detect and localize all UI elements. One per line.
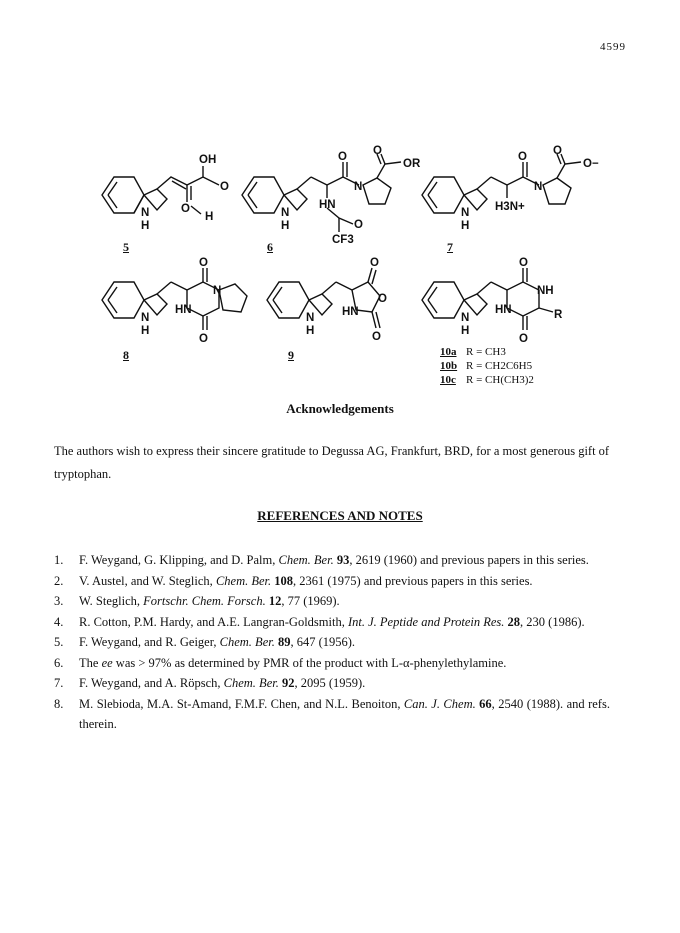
svg-text:O: O [338,151,347,163]
compound-label-10a: 10a [440,346,457,358]
structure-7 [415,145,615,240]
svg-text:N: N [354,181,363,193]
svg-text:O: O [220,181,229,193]
svg-text:H: H [205,211,214,223]
structure-7-drawing [415,145,615,235]
svg-text:H: H [461,220,470,232]
svg-text:H: H [141,325,150,337]
references-heading: REFERENCES AND NOTES [257,508,423,523]
svg-text:N: N [213,285,222,297]
compound-label-9: 9 [288,348,294,362]
structure-10 [415,258,585,353]
reference-list [54,550,610,735]
structure-6-drawing [235,145,435,246]
structure-8 [95,258,265,353]
page-number: 4599 [600,41,626,53]
structure-5-drawing [95,150,245,235]
reference-item: 3. W. Steglich, Fortschr. Chem. Forsch. 12, 77 (1969). [54,594,340,608]
svg-text:CF3: CF3 [332,234,354,246]
svg-text:O: O [518,151,527,163]
svg-text:HN: HN [175,304,192,316]
reference-item: 5. F. Weygand, and R. Geiger, Chem. Ber. 89, 647 (1956). [54,635,356,649]
substituent-10b [440,360,532,372]
substituent-10c [440,374,534,386]
substituent-10a [440,346,506,358]
svg-text:O: O [372,331,381,343]
compound-label-10b: 10b [440,360,458,372]
substituent-text: R = CH2C6H5 [466,360,533,372]
svg-text:H: H [461,325,470,337]
svg-text:H: H [306,325,315,337]
structure-5 [95,150,245,240]
acknowledgements-text: The authors wish to express their sincere gratitude to Degussa AG, Frankfurt, BRD, for a most generous gift of tryptophan. [54,444,610,481]
svg-text:OH: OH [199,154,217,166]
svg-text:NH: NH [537,285,554,297]
svg-text:R: R [554,309,563,321]
compound-label-5: 5 [123,240,129,254]
reference-item: 8. M. Slebioda, M.A. St-Amand, F.M.F. Chen, and N.L. Benoiton, Can. J. Chem. 66, 2540 (1988). and refs. therein. [54,696,610,731]
svg-text:O: O [378,293,387,305]
compound-label-7: 7 [447,240,453,254]
structure-9 [260,258,410,353]
svg-text:N: N [281,207,290,219]
compound-label-8: 8 [123,348,129,362]
svg-text:O: O [181,203,190,215]
acknowledgements-heading: Acknowledgements [286,401,394,416]
reference-item: 6. The ee was > 97% as determined by PMR of the product with L-α-phenylethylamine. [54,655,507,670]
structure-10-drawing [415,258,585,348]
svg-text:N: N [461,312,470,324]
svg-text:HN: HN [319,199,336,211]
svg-text:O: O [373,145,382,157]
svg-text:H3N+: H3N+ [495,201,525,213]
svg-text:N: N [306,312,315,324]
compound-label-6: 6 [267,240,273,254]
reference-item: 4. R. Cotton, P.M. Hardy, and A.E. Langran-Goldsmith, Int. J. Peptide and Protein Res. 28, 230 (1986). [54,614,585,629]
svg-text:H: H [281,220,290,232]
substituent-text: R = CH3 [466,346,506,358]
svg-text:N: N [461,207,470,219]
reference-item: 1. F. Weygand, G. Klipping, and D. Palm, Chem. Ber. 93, 2619 (1960) and previous papers in this series. [54,553,589,567]
svg-text:HN: HN [495,304,512,316]
structure-9-drawing [260,258,410,348]
svg-text:O−: O− [583,158,599,170]
substituent-text: R = CH(CH3)2 [466,374,534,386]
reference-item: 7. F. Weygand, and A. Röpsch, Chem. Ber. 92, 2095 (1959). [54,676,366,690]
svg-text:H: H [141,220,150,232]
svg-text:O: O [553,145,562,157]
svg-text:O: O [354,219,363,231]
svg-text:N: N [141,312,150,324]
svg-text:O: O [519,257,528,269]
svg-text:N: N [534,181,543,193]
svg-text:O: O [199,333,208,345]
reference-item: 2. V. Austel, and W. Steglich, Chem. Ber. 108, 2361 (1975) and previous papers in this series. [54,573,533,588]
compound-label-10c: 10c [440,374,456,386]
svg-text:N: N [141,207,150,219]
svg-text:HN: HN [342,306,359,318]
structure-8-drawing [95,258,265,348]
svg-text:O: O [199,257,208,269]
svg-text:O: O [519,333,528,345]
svg-text:OR: OR [403,158,421,170]
svg-text:O: O [370,257,379,269]
structure-6 [235,145,435,250]
